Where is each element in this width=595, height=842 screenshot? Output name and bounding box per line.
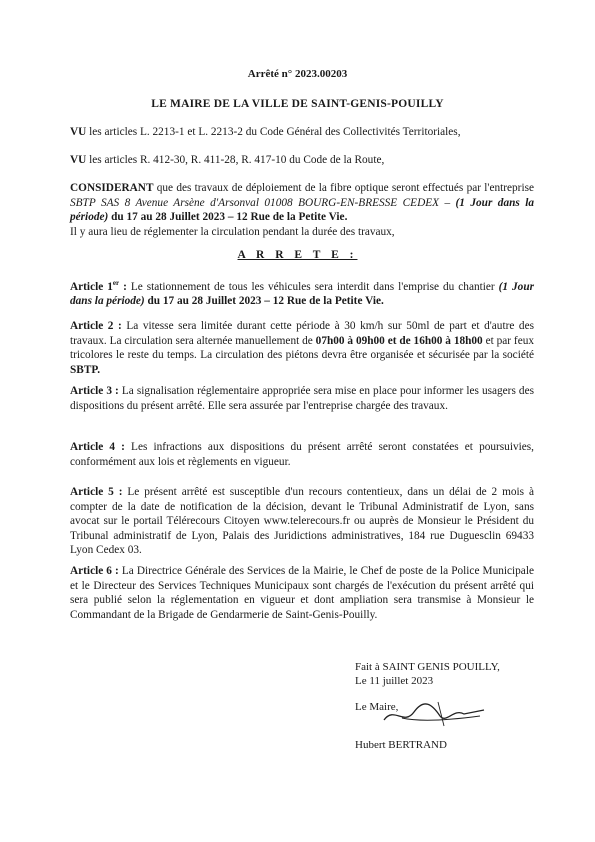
article-1 — [70, 276, 534, 309]
visa-2-text: les articles R. 412-30, R. 411-28, R. 417-10 du Code de la Route, — [86, 154, 385, 166]
article-4-text: Les infractions aux dispositions du présent arrêté seront constatées et poursuivies, conformément aux lois et règlements en vigueur. — [70, 441, 534, 468]
signature-date: Le 11 juillet 2023 — [355, 675, 434, 687]
visa-2 — [70, 153, 534, 168]
article-2-label: Article 2 : — [70, 320, 122, 332]
article-2-hours: 07h00 à 09h00 et de 16h00 à 18h00 — [315, 334, 483, 347]
article-6 — [70, 564, 534, 622]
article-3-text: La signalisation réglementaire appropriée sera mise en place pour informer les usagers des dispositions du présent arrêté. Elle sera assurée par l'entreprise chargée des travaux. — [70, 385, 534, 412]
issuing-authority: LE MAIRE DE LA VILLE DE SAINT-GENIS-POUILLY — [151, 98, 444, 110]
article-1-period: (1 Jour dans la période) — [70, 280, 535, 308]
signature-place: Fait à SAINT GENIS POUILLY, — [355, 661, 500, 673]
article-2 — [70, 319, 534, 377]
considerant-line-2: Il y aura lieu de réglementer la circulation pendant la durée des travaux, — [70, 225, 395, 238]
signature-name: Hubert BERTRAND — [355, 739, 447, 751]
considerant-dates: du 17 au 28 Juillet 2023 – 12 Rue de la Petite Vie. — [108, 211, 348, 223]
considerant-paragraph — [70, 181, 534, 239]
visa-2-keyword: VU — [70, 154, 87, 166]
article-1-label: Article 1er : — [70, 279, 127, 293]
considerant-period: (1 Jour dans la période) — [70, 196, 534, 223]
article-3-label: Article 3 : — [70, 385, 119, 397]
article-1-text: Le stationnement de tous les véhicules sera interdit dans l'emprise du chantier — [126, 280, 499, 293]
considerant-company: SBTP SAS 8 Avenue Arsène d'Arsonval 01008 BOURG-EN-BRESSE CEDEX – — [70, 196, 451, 209]
decree-number: Arrêté n° 2023.00203 — [247, 68, 348, 80]
signature-title: Le Maire, — [355, 701, 399, 713]
article-3 — [70, 384, 534, 413]
visa-1-text: les articles L. 2213-1 et L. 2213-2 du Code Général des Collectivités Territoriales, — [86, 126, 461, 138]
article-2-text-a: La vitesse sera limitée durant cette période à 30 km/h sur 50ml de part et d'autre des travaux. La circulation sera alternée manuellement de — [70, 320, 534, 347]
considerant-keyword: CONSIDERANT — [70, 182, 154, 194]
handwritten-signature — [380, 696, 490, 732]
article-1-dates: du 17 au 28 Juillet 2023 – 12 Rue de la Petite Vie. — [144, 295, 384, 308]
article-6-text: La Directrice Générale des Services de la Mairie, le Chef de poste de la Police Municipale et le Directeur des Services Techniques Municipaux sont chargés de l'exécution du présent arrêté qui sera publié selon la réglementation en vigueur et dont ampliation sera transmise à Monsieur le Commandant de la Brigade de Gendarmerie de Saint-Genis-Pouilly. — [70, 565, 534, 621]
considerant-text: que des travaux de déploiement de la fibre optique seront effectués par l'entreprise — [153, 182, 534, 194]
article-4-label: Article 4 : — [70, 441, 125, 453]
article-5 — [70, 485, 534, 558]
visa-1-keyword: VU — [70, 126, 87, 138]
arrete-heading: A R R E T E : — [237, 249, 358, 261]
article-2-text-b: et par feux tricolores le reste du temps. La circulation des piétons devra être organisée et sécurisée par la société — [70, 334, 535, 361]
article-5-text: Le présent arrêté est susceptible d'un recours contentieux, dans un délai de 2 mois à compter de la date de notification de la décision, devant le Tribunal Administratif de Lyon, sans avocat sur le portail Télérecours Citoyen www.telerecours.fr ou auprès de Monsieur le Président du Tribunal administratif de Lyon, Palais des Juridictions administratives, 184 rue Duguesclin 69433 Lyon Cedex 03. — [70, 486, 534, 556]
article-2-company: SBTP. — [70, 363, 101, 376]
article-5-label: Article 5 : — [70, 486, 123, 498]
article-4 — [70, 440, 534, 469]
visa-1 — [70, 125, 534, 140]
article-6-label: Article 6 : — [70, 565, 119, 577]
